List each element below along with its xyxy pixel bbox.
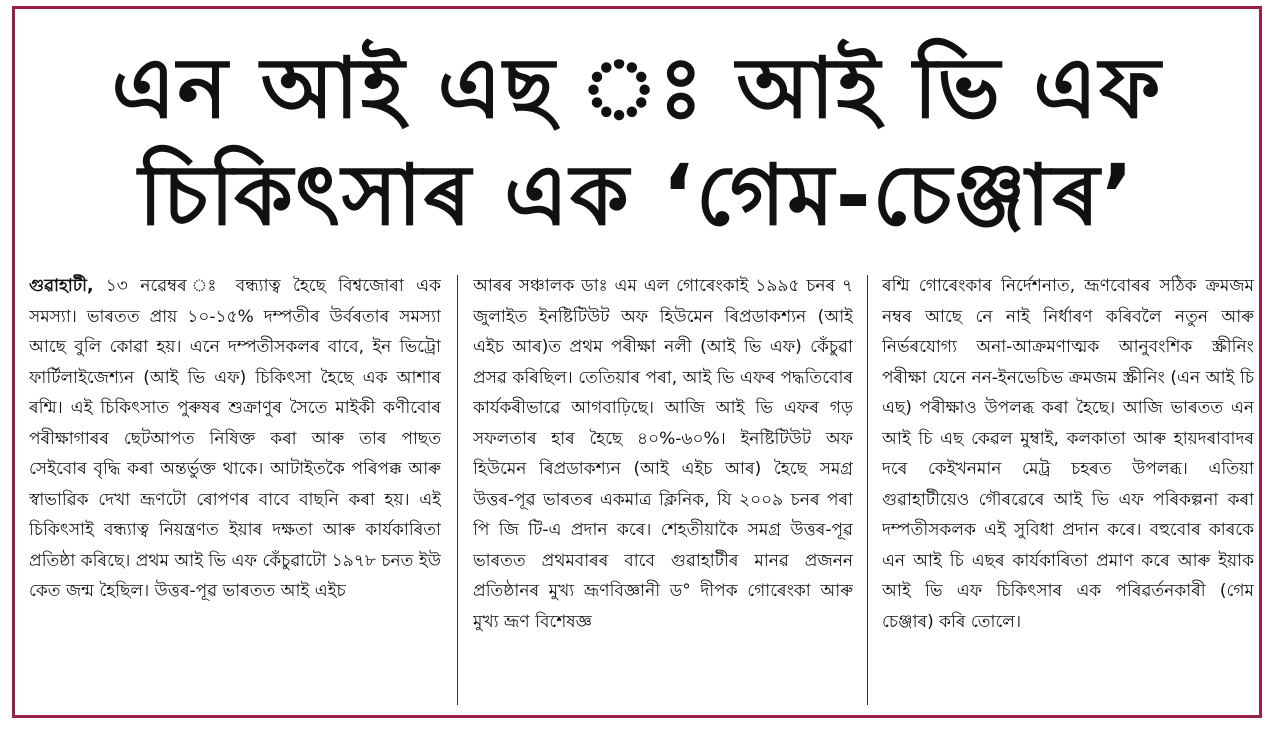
column-2-text: আৰৰ সঞ্চালক ডাঃ এম এল গোৰেংকাই ১৯৯৫ চনৰ ৭ জুলাইত ইনষ্টিটিউট অফ হিউমেন ৰিপ্ৰডাকশ্যন (আই এইচ আৰ)ত প্ৰথম পৰীক্ষা নলী (আই ভি এফ) কেঁচুৱা প্ৰসৱ কৰিছিল। তেতিয়াৰ পৰা, আই ভি এফৰ পদ্ধতিবোৰ কাৰ্যকৰীভাৱে আগবাঢ়িছে। আজি আই ভি এফৰ গড় সফলতাৰ হাৰ হৈছে ৪০%-৬০%। ইনষ্টিটিউট অফ হিউমেন ৰিপ্ৰডাকশ্যন (আই এইচ আৰ) হৈছে সমগ্ৰ উত্তৰ-পূৱ ভাৰতৰ একমাত্ৰ ক্লিনিক, যি ২০০৯ চনৰ পৰা পি জি টি-এ প্ৰদান কৰে। শেহতীয়াকৈ সমগ্ৰ উত্তৰ-পূৱ ভাৰতত প্ৰথমবাৰৰ বাবে গুৱাহাটীৰ মানৱ প্ৰজনন প্ৰতিষ্ঠানৰ মুখ্য ভ্ৰূণবিজ্ঞানী ড° দীপক গোৰেংকা আৰু মুখ্য ভ্ৰূণ বিশেষজ্ঞ [473,276,853,632]
article-frame [12,6,1262,718]
headline-line-2: চিকিৎসাৰ এক ‘গেম-চেঞ্জাৰ’ [138,146,1136,244]
column-divider-2 [867,275,868,705]
dateline: গুৱাহাটী, [29,276,94,296]
article-column-1 [29,271,441,711]
headline-line-1: এন আই এছ ঃ আই ভি এফ [111,39,1163,137]
column-3-text: ৰশ্মি গোৰেংকাৰ নিৰ্দেশনাত, ভ্ৰূণবোৰৰ সঠিক ক্ৰমজম নম্বৰ আছে নে নাই নিৰ্ধাৰণ কৰিবলৈ নতুন আৰু নিৰ্ভৰযোগ্য অনা-আক্ৰমণাত্মক আনুবংশিক স্ক্ৰীনিং পৰীক্ষা যেনে নন-ইনভেচিভ ক্ৰমজম স্ক্ৰীনিং (এন আই চি এছ) পৰীক্ষাও উপলব্ধ কৰা হৈছে। আজি ভাৰতত এন আই চি এছ কেৱল মুম্বাই, কলকাতা আৰু হায়দৰাবাদৰ দৰে কেইখনমান মেট্ৰ চহৰত উপলব্ধ। এতিয়া গুৱাহাটীয়েও গৌৰৱেৰে আই ভি এফ পৰিকল্পনা কৰা দম্পতীসকলক এই সুবিধা প্ৰদান কৰে। বহুবোৰ কাৰকে এন আই চি এছৰ কাৰ্যকাৰিতা প্ৰমাণ কৰে আৰু ইয়াক আই ভি এফ চিকিৎসাৰ এক পৰিৱৰ্তনকাৰী (গেম চেঞ্জাৰ) কৰি তোলে। [882,276,1254,632]
column-divider-1 [457,275,458,705]
article-body [29,271,1254,711]
column-1-text: ১৩ নৱেম্বৰ ঃ বন্ধ্যাত্ব হৈছে বিশ্বজোৰা এক সমস্যা। ভাৰতত প্ৰায় ১০-১৫% দম্পতীৰ উৰ্বৰতাৰ সমস্যা আছে বুলি কোৱা হয়। এনে দম্পতীসকলৰ বাবে, ইন ভিট্ৰো ফাৰ্টিলাইজেশ্যন (আই ভি এফ) চিকিৎসা হৈছে এক আশাৰ ৰশ্মি। এই চিকিৎসাত পুৰুষৰ শুক্ৰাণুৰ সৈতে মাইকী কণীবোৰ পৰীক্ষাগাৰৰ ছেটআপত নিষিক্ত কৰা আৰু তাৰ পাছত সেইবোৰ বৃদ্ধি কৰা অন্তৰ্ভুক্ত থাকে। আটাইতকৈ পৰিপক্ক আৰু স্বাভাৱিক দেখা ভ্ৰূণটো ৰোপণৰ বাবে বাছনি কৰা হয়। এই চিকিৎসাই বন্ধ্যাত্ব নিয়ন্ত্ৰণত ইয়াৰ দক্ষতা আৰু কাৰ্যকাৰিতা প্ৰতিষ্ঠা কৰিছে। প্ৰথম আই ভি এফ কেঁচুৱাটো ১৯৭৮ চনত ইউ কেত জন্ম হৈছিল। উত্তৰ-পূৱ ভাৰতত আই এইচ [29,276,441,601]
article-column-3 [882,271,1254,711]
article-column-2 [473,271,853,711]
